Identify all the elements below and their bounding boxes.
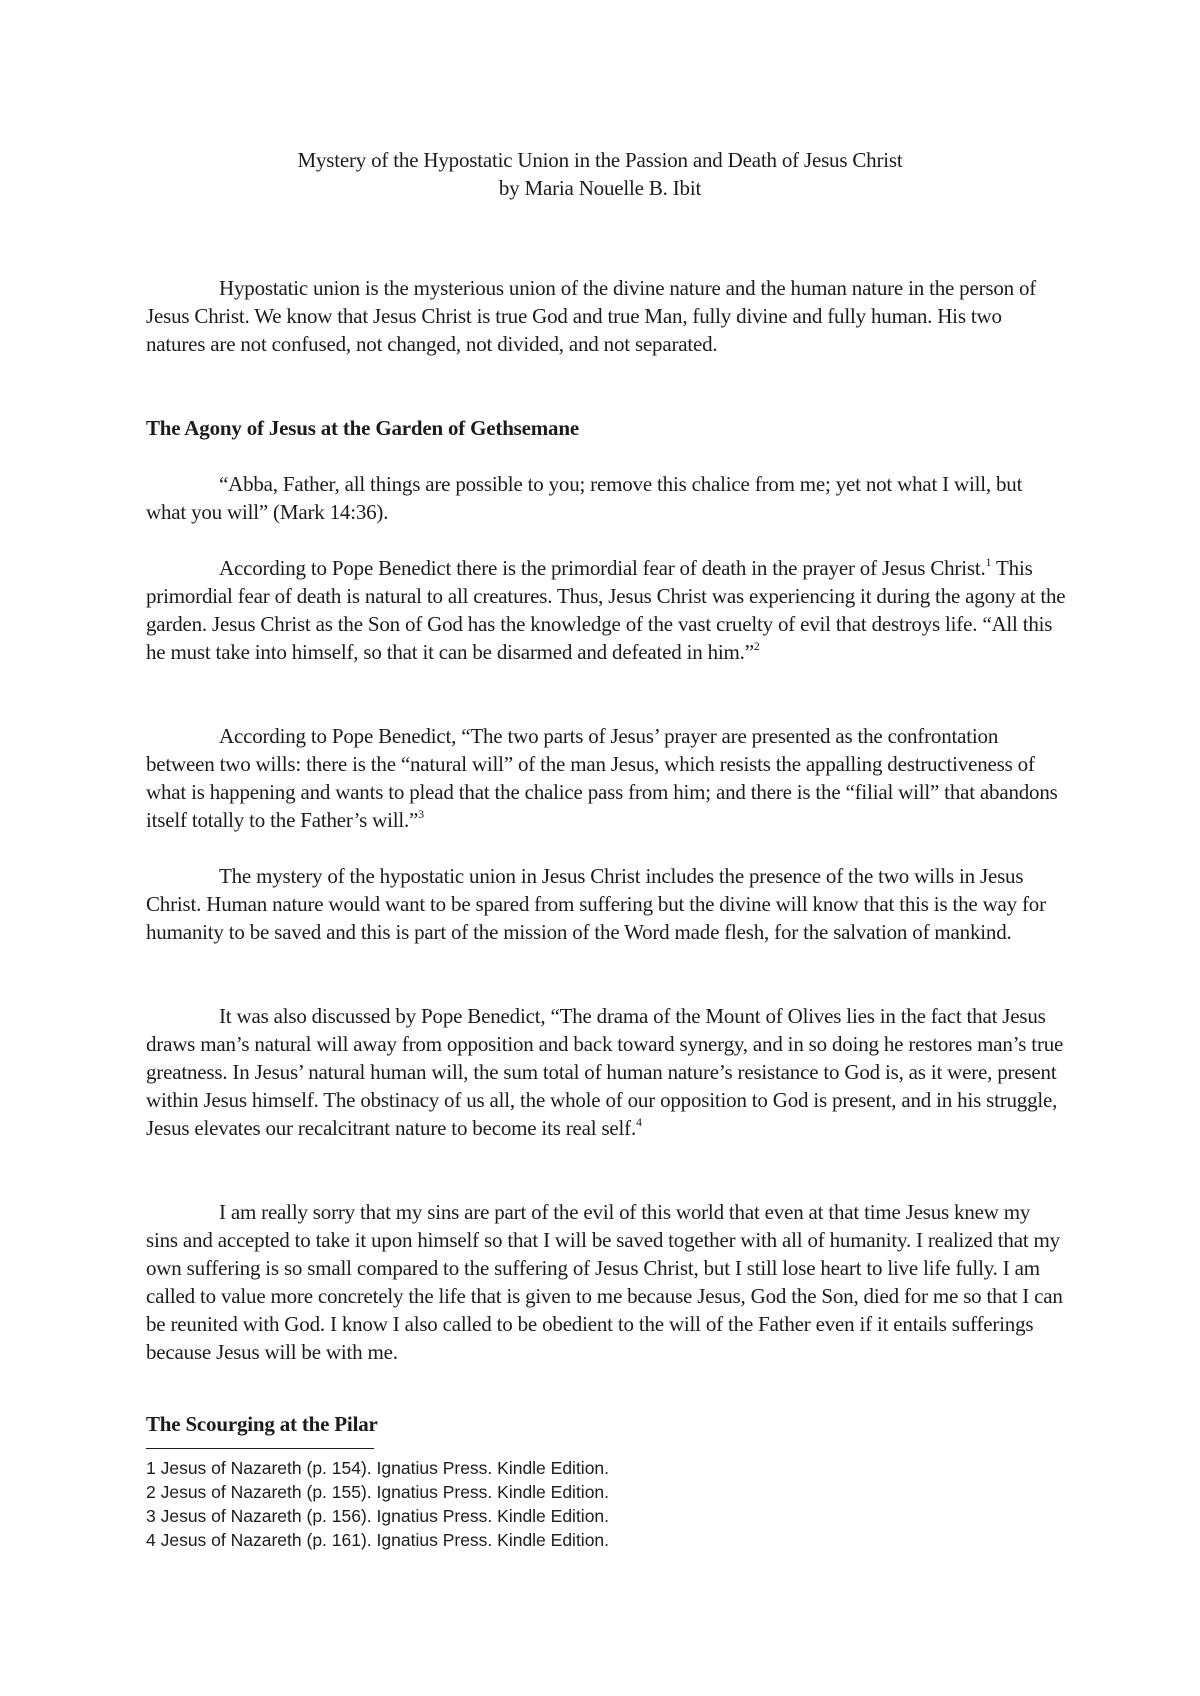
intro-paragraph xyxy=(146,274,1066,358)
paragraph-reflection xyxy=(146,1198,1066,1366)
intro-text: Hypostatic union is the mysterious union of the divine nature and the human nature in the person of Jesus Christ. We know that Jesus Christ is true God and true Man, fully divine and fully human. His two natures are not confused, not changed, not divided, and not separated. xyxy=(146,276,1037,356)
mark-quote: “Abba, Father, all things are possible to you; remove this chalice from me; yet not what I will, but what you will” (Mark 14:36). xyxy=(146,472,1023,524)
footnote-3: 3 Jesus of Nazareth (p. 156). Ignatius Press. Kindle Edition. xyxy=(146,1506,610,1526)
footnote-ref-4: 4 xyxy=(636,1115,642,1129)
paragraph-mystery xyxy=(146,862,1066,946)
footnote-ref-1: 1 xyxy=(985,555,992,569)
footnote-ref-2: 2 xyxy=(753,639,760,653)
document-title: Mystery of the Hypostatic Union in the Passion and Death of Jesus Christ xyxy=(297,148,903,172)
paragraph-text: This primordial fear of death is natural to all creatures. Thus, Jesus Christ was experiencing it during the agony at the garden. Jesus Christ as the Son of God has the knowledge of the vast cruelty of evil that destroys life. “All this he must take into himself, so that it can be disarmed and defeated in him.” xyxy=(146,556,1066,664)
section-heading-scourging: The Scourging at the Pilar xyxy=(146,1412,378,1436)
paragraph-text: According to Pope Benedict, “The two parts of Jesus’ prayer are presented as the confrontation between two wills: there is the “natural will” of the man Jesus, which resists the appalling destructiveness of what is happening and wants to plead that the chalice pass from him; and there is the “filial will” that abandons itself totally to the Father’s will.” xyxy=(146,724,1058,832)
paragraph-mount-of-olives xyxy=(146,1002,1066,1142)
footnote-1: 1 Jesus of Nazareth (p. 154). Ignatius Press. Kindle Edition. xyxy=(146,1458,610,1478)
document-author: by Maria Nouelle B. Ibit xyxy=(498,176,702,200)
section-heading-agony: The Agony of Jesus at the Garden of Gethsemane xyxy=(146,416,579,440)
footnotes xyxy=(146,1456,1046,1552)
paragraph-text: I am really sorry that my sins are part of the evil of this world that even at that time Jesus knew my sins and accepted to take it upon himself so that I will be saved together with all of humanity. I realized that my own suffering is so small compared to the suffering of Jesus Christ, but I still lose heart to live life fully. I am called to value more concretely the life that is given to me because Jesus, God the Son, died for me so that I can be reunited with God. I know I also called to be obedient to the will of the Father even if it entails sufferings because Jesus will be with me. xyxy=(146,1200,1063,1364)
paragraph-text: According to Pope Benedict there is the primordial fear of death in the prayer of Jesus Christ. xyxy=(219,556,986,580)
quote-paragraph xyxy=(146,470,1066,526)
paragraph-text: It was also discussed by Pope Benedict, “The drama of the Mount of Olives lies in the fact that Jesus draws man’s natural will away from opposition and back toward synergy, and in so doing he restores man’s true greatness. In Jesus’ natural human will, the sum total of human nature’s resistance to God is, as it were, present within Jesus himself. The obstinacy of us all, the whole of our opposition to God is present, and in his struggle, Jesus elevates our recalcitrant nature to become its real self. xyxy=(146,1004,1064,1140)
footnote-ref-3: 3 xyxy=(418,807,424,821)
footnote-separator xyxy=(146,1448,374,1449)
paragraph-text: The mystery of the hypostatic union in Jesus Christ includes the presence of the two wills in Jesus Christ. Human nature would want to be spared from suffering but the divine will know that this is the way for humanity to be saved and this is part of the mission of the Word made flesh, for the salvation of mankind. xyxy=(146,864,1046,944)
footnote-2: 2 Jesus of Nazareth (p. 155). Ignatius Press. Kindle Edition. xyxy=(146,1482,610,1502)
paragraph-two-wills xyxy=(146,722,1066,834)
footnote-4: 4 Jesus of Nazareth (p. 161). Ignatius Press. Kindle Edition. xyxy=(146,1530,610,1550)
paragraph-primordial-fear xyxy=(146,554,1066,666)
